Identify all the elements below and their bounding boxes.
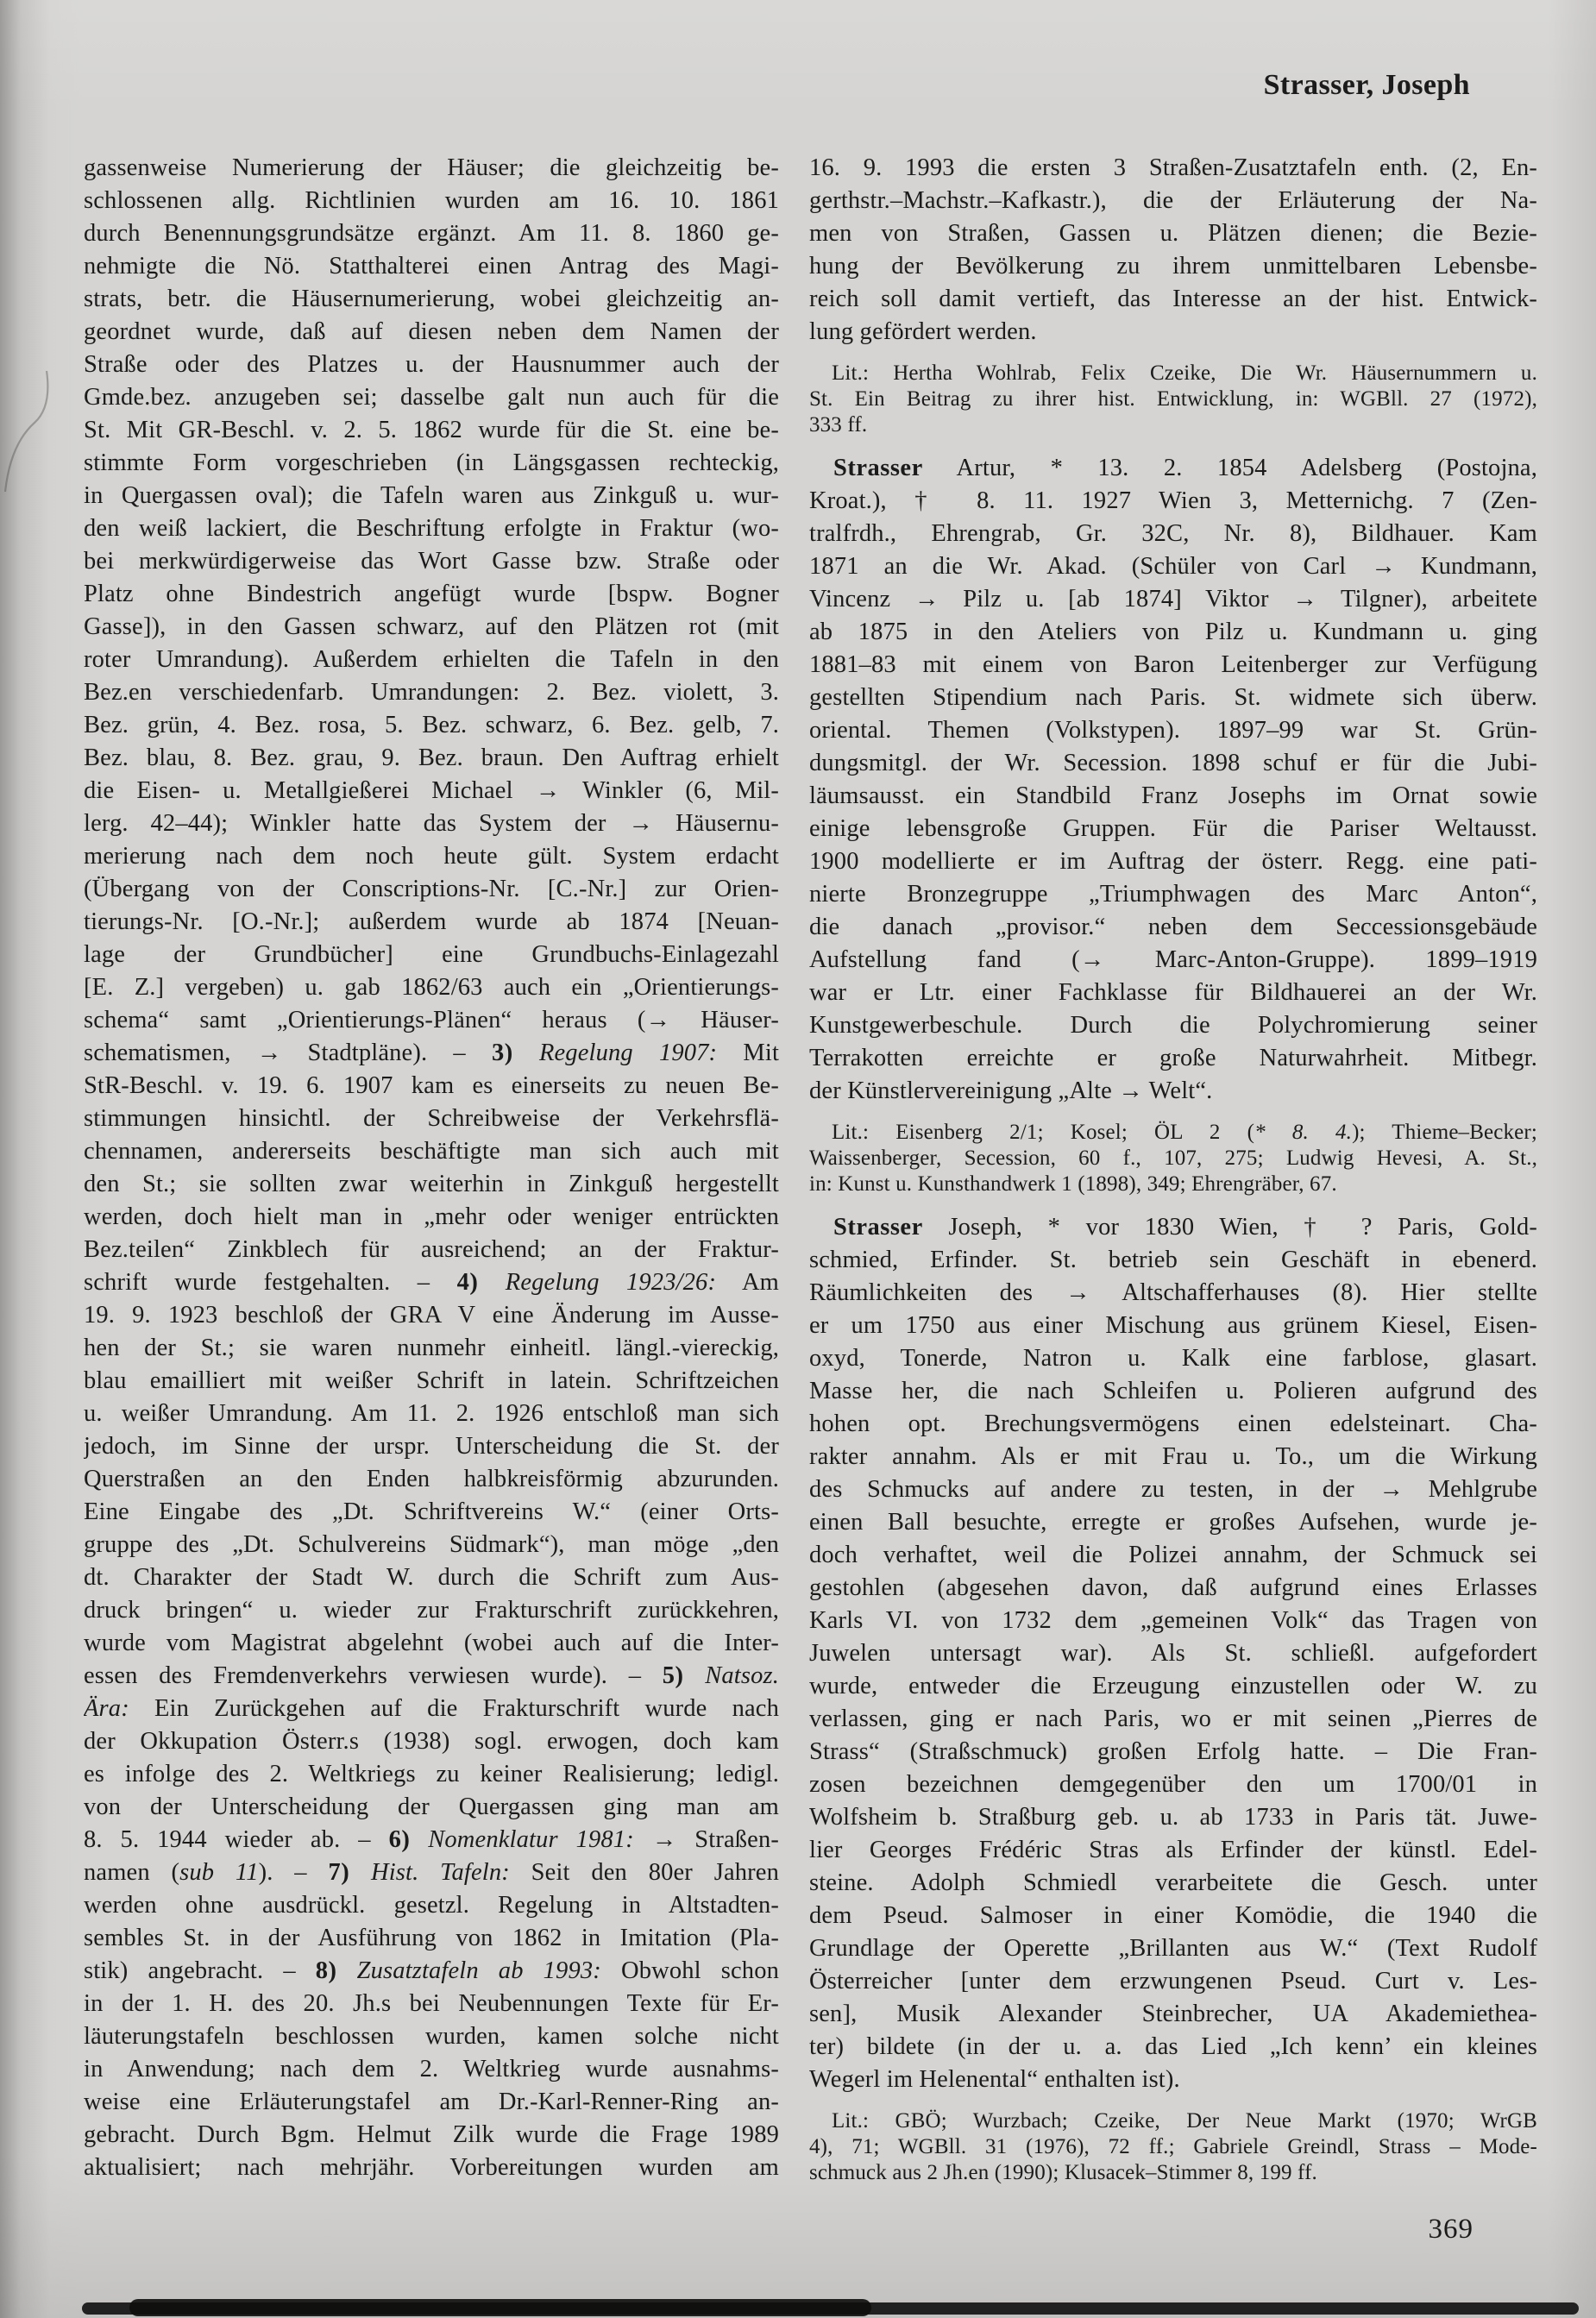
page-number: 369 bbox=[1428, 2214, 1473, 2245]
text-line: hen der St.; sie waren nunmehr einheitl. längl.-viereckig, bbox=[84, 1335, 779, 1361]
text-line: 19. 9. 1923 beschloß der GRA V eine Änderung im Ausse- bbox=[84, 1302, 779, 1329]
text-line: werden, doch hielt man in „mehr oder weniger entrückten bbox=[84, 1203, 779, 1230]
text-line: in: Kunst u. Kunsthandwerk 1 (1898), 349; Ehrengräber, 67. bbox=[809, 1172, 1337, 1196]
text-line: Lit.: GBÖ; Wurzbach; Czeike, Der Neue Markt (1970; WrGB bbox=[832, 2109, 1537, 2133]
text-line: er um 1750 aus einer Mischung aus grünem Kiesel, Eisen- bbox=[809, 1312, 1537, 1339]
text-line: Straße oder des Platzes u. der Hausnummer auch der bbox=[84, 351, 779, 378]
text-line: Österreicher [unter dem erzwungenen Pseud. Curt v. Les- bbox=[809, 1968, 1537, 1994]
text-line: Räumlichkeiten des → Altschafferhauses (8). Hier stellte bbox=[809, 1279, 1537, 1306]
text-line: ab 1875 in den Ateliers von Pilz u. Kundmann u. ging bbox=[809, 619, 1537, 645]
text-line: in Quergassen oval); die Tafeln waren aus Zinkguß u. wur- bbox=[84, 482, 779, 509]
text-line: verlassen, ging er nach Paris, wo er mit seinen „Pierres de bbox=[809, 1706, 1537, 1732]
text-line: es infolge des 2. Weltkriegs zu keiner Realisierung; ledigl. bbox=[84, 1761, 779, 1787]
text-line: 8. 5. 1944 wieder ab. – 6) Nomenklatur 1981: → Straßen- bbox=[84, 1826, 779, 1853]
text-line: schmied, Erfinder. St. betrieb sein Geschäft in ebenerd. bbox=[809, 1247, 1537, 1273]
text-line: sembles St. in der Ausführung von 1862 in Imitation (Pla- bbox=[84, 1925, 779, 1951]
text-line: StR-Beschl. v. 19. 6. 1907 kam es einerseits zu neuen Be- bbox=[84, 1072, 779, 1099]
text-line: St. Mit GR-Beschl. v. 2. 5. 1862 wurde für die St. eine be- bbox=[84, 417, 779, 443]
text-line: in der 1. H. des 20. Jh.s bei Neubennungen Texte für Er- bbox=[84, 1990, 779, 2017]
running-head-title: Strasser, Joseph bbox=[1263, 69, 1470, 101]
text-line: merierung nach dem noch heute gült. System erdacht bbox=[84, 843, 779, 870]
text-line: den weiß lackiert, die Beschriftung erfolgte in Fraktur (wo- bbox=[84, 515, 779, 542]
entry-block bbox=[809, 1211, 1537, 2096]
text-line: des Schmucks auf andere zu testen, in der → Mehlgrube bbox=[809, 1476, 1537, 1503]
text-line: gestohlen (abgesehen davon, daß aufgrund eines Erlasses bbox=[809, 1574, 1537, 1601]
text-line: schema“ samt „Orientierungs-Plänen“ heraus (→ Häuser- bbox=[84, 1007, 779, 1033]
scan-edge-artifact-dark bbox=[129, 2299, 871, 2316]
text-line: läuterungstafeln beschlossen wurden, kamen solche nicht bbox=[84, 2023, 779, 2050]
lit-block bbox=[809, 1120, 1537, 1197]
text-line: dungsmitgl. der Wr. Secession. 1898 schuf er für die Jubi- bbox=[809, 750, 1537, 776]
text-line: einen Ball besuchte, erregte er großes Aufsehen, wurde je- bbox=[809, 1509, 1537, 1536]
text-line: Wolfsheim b. Straßburg geb. u. ab 1733 in Paris tät. Juwe- bbox=[809, 1804, 1537, 1831]
text-line: stimmungen hinsichtl. der Schreibweise der Verkehrsflä- bbox=[84, 1105, 779, 1132]
text-line: [E. Z.] vergeben) u. gab 1862/63 auch ein „Orientierungs- bbox=[84, 974, 779, 1001]
text-line: Platz ohne Bindestrich angefügt wurde [bspw. Bogner bbox=[84, 581, 779, 607]
text-line: wurde, entweder die Erzeugung einzustellen oder W. zu bbox=[809, 1673, 1537, 1699]
lit-block bbox=[809, 2108, 1537, 2186]
text-line: hohen opt. Brechungsvermögens einen edelsteinart. Cha- bbox=[809, 1410, 1537, 1437]
text-line: gestellten Stipendium nach Paris. St. widmete sich überw. bbox=[809, 684, 1537, 711]
text-line: Bez. blau, 8. Bez. grau, 9. Bez. braun. Den Auftrag erhielt bbox=[84, 744, 779, 771]
text-line: Strasser Artur, * 13. 2. 1854 Adelsberg (Postojna, bbox=[833, 455, 1537, 481]
text-line: Strass“ (Straßschmuck) großen Erfolg hatte. – Die Fran- bbox=[809, 1738, 1537, 1765]
text-line: werden ohne ausdrückl. gesetzl. Regelung in Altstadten- bbox=[84, 1892, 779, 1919]
text-line: durch Benennungsgrundsätze ergänzt. Am 11. 8. 1860 ge- bbox=[84, 220, 779, 247]
body-block bbox=[84, 152, 779, 2184]
text-line: steine. Adolph Schmiedl verarbeitete die Gesch. unter bbox=[809, 1869, 1537, 1896]
text-line: 1900 modellierte er im Auftrag der österr. Regg. eine pati- bbox=[809, 848, 1537, 875]
text-line: 1871 an die Wr. Akad. (Schüler von Carl → Kundmann, bbox=[809, 553, 1537, 580]
text-line: Querstraßen an den Enden halbkreisförmig abzurunden. bbox=[84, 1466, 779, 1492]
text-line: ter) bildete (in der u. a. das Lied „Ich kenn’ ein kleines bbox=[809, 2033, 1537, 2060]
text-line: Gmde.bez. anzugeben sei; dasselbe galt nun auch für die bbox=[84, 384, 779, 411]
text-line: nierte Bronzegruppe „Triumphwagen des Marc Anton“, bbox=[809, 881, 1537, 908]
text-line: (Übergang von der Conscriptions-Nr. [C.-Nr.] zur Orien- bbox=[84, 876, 779, 902]
text-line: schlossenen allg. Richtlinien wurden am 16. 10. 1861 bbox=[84, 187, 779, 214]
text-line: St. Ein Beitrag zu ihrer hist. Entwicklung, in: WGBll. 27 (1972), bbox=[809, 387, 1537, 411]
text-line: Grundlage der Operette „Brillanten aus W.“ (Text Rudolf bbox=[809, 1935, 1537, 1962]
text-line: der Künstlervereinigung „Alte → Welt“. bbox=[809, 1077, 1213, 1104]
text-line: der Okkupation Österr.s (1938) sogl. erwogen, doch kam bbox=[84, 1728, 779, 1755]
text-line: gebracht. Durch Bgm. Helmut Zilk wurde die Frage 1989 bbox=[84, 2121, 779, 2148]
text-line: Karls VI. von 1732 dem „gemeinen Volk“ das Tragen von bbox=[809, 1607, 1537, 1634]
text-line: Kunstgewerbeschule. Durch die Polychromierung seiner bbox=[809, 1012, 1537, 1039]
text-line: hung der Bevölkerung zu ihrem unmittelbaren Lebensbe- bbox=[809, 253, 1537, 280]
text-line: Gasse]), in den Gassen schwarz, auf den Plätzen rot (mit bbox=[84, 613, 779, 640]
text-line: lage der Grundbücher] eine Grundbuchs-Einlagezahl bbox=[84, 941, 779, 968]
text-line: Ära: Ein Zurückgehen auf die Frakturschrift wurde nach bbox=[84, 1695, 779, 1722]
text-line: 4), 71; WGBll. 31 (1976), 72 ff.; Gabriele Greindl, Strass – Mode- bbox=[809, 2135, 1537, 2158]
text-line: essen des Fremdenverkehrs verwiesen wurde). – 5) Natsoz. bbox=[84, 1662, 779, 1689]
text-line: die danach „provisor.“ neben dem Seccessionsgebäude bbox=[809, 914, 1537, 940]
text-line: gassenweise Numerierung der Häuser; die gleichzeitig be- bbox=[84, 154, 779, 181]
text-line: jedoch, im Sinne der urspr. Unterscheidung die St. der bbox=[84, 1433, 779, 1460]
text-line: 16. 9. 1993 die ersten 3 Straßen-Zusatztafeln enth. (2, En- bbox=[809, 154, 1537, 181]
text-line: Waissenberger, Secession, 60 f., 107, 275; Ludwig Hevesi, A. St., bbox=[809, 1146, 1537, 1170]
text-line: schmuck aus 2 Jh.en (1990); Klusacek–Stimmer 8, 199 ff. bbox=[809, 2161, 1317, 2184]
text-line: oriental. Themen (Volkstypen). 1897–99 war St. Grün- bbox=[809, 717, 1537, 744]
text-line: Masse her, die nach Schleifen u. Polieren aufgrund des bbox=[809, 1378, 1537, 1404]
lit-block bbox=[809, 361, 1537, 438]
text-line: Wegerl im Helenental“ enthalten ist). bbox=[809, 2066, 1180, 2093]
text-line: dt. Charakter der Stadt W. durch die Schrift zum Aus- bbox=[84, 1564, 779, 1591]
text-line: von der Unterscheidung der Quergassen ging man am bbox=[84, 1793, 779, 1820]
text-line: Kroat.), † 8. 11. 1927 Wien 3, Metternichg. 7 (Zen- bbox=[809, 487, 1537, 514]
text-line: blau emailliert mit weißer Schrift in latein. Schriftzeichen bbox=[84, 1367, 779, 1394]
text-line: stimmte Form vorgeschrieben (in Längsgassen rechteckig, bbox=[84, 449, 779, 476]
text-line: namen (sub 11). – 7) Hist. Tafeln: Seit den 80er Jahren bbox=[84, 1859, 779, 1886]
text-line: lung gefördert werden. bbox=[809, 318, 1037, 345]
text-line: Terrakotten erreichte er große Naturwahrheit. Mitbegr. bbox=[809, 1045, 1537, 1071]
text-line: sen], Musik Alexander Steinbrecher, UA Akademiethea- bbox=[809, 2001, 1537, 2027]
text-line: reich soll damit vertieft, das Interesse an der hist. Entwick- bbox=[809, 286, 1537, 312]
left-column bbox=[84, 152, 779, 2184]
text-line: wurde vom Magistrat abgelehnt (wobei auch auf die Inter- bbox=[84, 1630, 779, 1656]
text-line: Strasser Joseph, * vor 1830 Wien, † ? Paris, Gold- bbox=[833, 1214, 1537, 1241]
text-line: oxyd, Tonerde, Natron u. Kalk eine farblose, glasart. bbox=[809, 1345, 1537, 1372]
text-line: läumsausst. ein Standbild Franz Josephs im Ornat sowie bbox=[809, 782, 1537, 809]
text-line: nehmigte die Nö. Statthalterei einen Antrag des Magi- bbox=[84, 253, 779, 280]
text-line: tierungs-Nr. [O.-Nr.]; außerdem wurde ab 1874 [Neuan- bbox=[84, 908, 779, 935]
text-line: weise eine Erläuterungstafel am Dr.-Karl-Renner-Ring an- bbox=[84, 2089, 779, 2115]
text-line: dem Pseud. Salmoser in einer Komödie, die 1940 die bbox=[809, 1902, 1537, 1929]
text-line: gruppe des „Dt. Schulvereins Südmark“), man möge „den bbox=[84, 1531, 779, 1558]
text-line: Bez. grün, 4. Bez. rosa, 5. Bez. schwarz, 6. Bez. gelb, 7. bbox=[84, 712, 779, 738]
text-line: Juwelen untersagt war). Als St. schließl. aufgefordert bbox=[809, 1640, 1537, 1667]
text-line: geordnet wurde, daß auf diesen neben dem Namen der bbox=[84, 318, 779, 345]
text-line: chennamen, andererseits beschäftigte man sich auch mit bbox=[84, 1138, 779, 1165]
right-column bbox=[809, 152, 1537, 2186]
text-line: aktualisiert; nach mehrjähr. Vorbereitungen wurden am bbox=[84, 2154, 779, 2181]
body-block bbox=[809, 152, 1537, 349]
text-line: einige lebensgroße Gruppen. Für die Pariser Weltausst. bbox=[809, 815, 1537, 842]
text-line: schematismen, → Stadtpläne). – 3) Regelung 1907: Mit bbox=[84, 1040, 779, 1066]
text-line: druck bringen“ u. wieder zur Frakturschrift zurückkehren, bbox=[84, 1597, 779, 1624]
text-line: strats, betr. die Häusernumerierung, wobei gleichzeitig an- bbox=[84, 286, 779, 312]
text-line: zosen bezeichnen demgegenüber den um 1700/01 in bbox=[809, 1771, 1537, 1798]
text-line: die Eisen- u. Metallgießerei Michael → Winkler (6, Mil- bbox=[84, 777, 779, 804]
text-line: roter Umrandung). Außerdem erhielten die Tafeln in den bbox=[84, 646, 779, 673]
text-line: Lit.: Hertha Wohlrab, Felix Czeike, Die Wr. Häusernummern u. bbox=[832, 361, 1537, 385]
text-line: lier Georges Frédéric Stras als Erfinder der künstl. Edel- bbox=[809, 1837, 1537, 1863]
text-line: Eine Eingabe des „Dt. Schriftvereins W.“ (einer Orts- bbox=[84, 1498, 779, 1525]
text-line: stik) angebracht. – 8) Zusatztafeln ab 1993: Obwohl schon bbox=[84, 1957, 779, 1984]
text-line: Bez.en verschiedenfarb. Umrandungen: 2. Bez. violett, 3. bbox=[84, 679, 779, 706]
text-line: men von Straßen, Gassen u. Plätzen dienen; die Bezie- bbox=[809, 220, 1537, 247]
text-line: rakter annahm. Als er mit Frau u. To., um die Wirkung bbox=[809, 1443, 1537, 1470]
text-line: Vincenz → Pilz u. [ab 1874] Viktor → Tilgner), arbeitete bbox=[809, 586, 1537, 612]
text-line: bei merkwürdigerweise das Wort Gasse bzw. Straße oder bbox=[84, 548, 779, 575]
text-line: 333 ff. bbox=[809, 413, 868, 437]
scan-hair-artifact bbox=[2, 362, 79, 518]
text-line: war er Ltr. einer Fachklasse für Bildhauerei an der Wr. bbox=[809, 979, 1537, 1006]
text-line: Aufstellung fand (→ Marc-Anton-Gruppe). 1899–1919 bbox=[809, 946, 1537, 973]
text-line: den St.; sie sollten zwar weiterhin in Zinkguß hergestellt bbox=[84, 1171, 779, 1197]
text-line: tralfrdh., Ehrengrab, Gr. 32C, Nr. 8), Bildhauer. Kam bbox=[809, 520, 1537, 547]
text-line: 1881–83 mit einem von Baron Leitenberger zur Verfügung bbox=[809, 651, 1537, 678]
text-line: Lit.: Eisenberg 2/1; Kosel; ÖL 2 (* 8. 4.); Thieme–Becker; bbox=[832, 1121, 1537, 1144]
text-line: in Anwendung; nach dem 2. Weltkrieg wurde ausnahms- bbox=[84, 2056, 779, 2082]
text-line: lerg. 42–44); Winkler hatte das System der → Häusernu- bbox=[84, 810, 779, 837]
text-line: u. weißer Umrandung. Am 11. 2. 1926 entschloß man sich bbox=[84, 1400, 779, 1427]
text-line: gerthstr.–Machstr.–Kafkastr.), die der Erläuterung der Na- bbox=[809, 187, 1537, 214]
text-line: schrift wurde festgehalten. – 4) Regelung 1923/26: Am bbox=[84, 1269, 779, 1296]
entry-block bbox=[809, 452, 1537, 1108]
text-line: Bez.teilen“ Zinkblech für ausreichend; an der Fraktur- bbox=[84, 1236, 779, 1263]
text-line: doch verhaftet, weil die Polizei annahm, der Schmuck sei bbox=[809, 1542, 1537, 1568]
